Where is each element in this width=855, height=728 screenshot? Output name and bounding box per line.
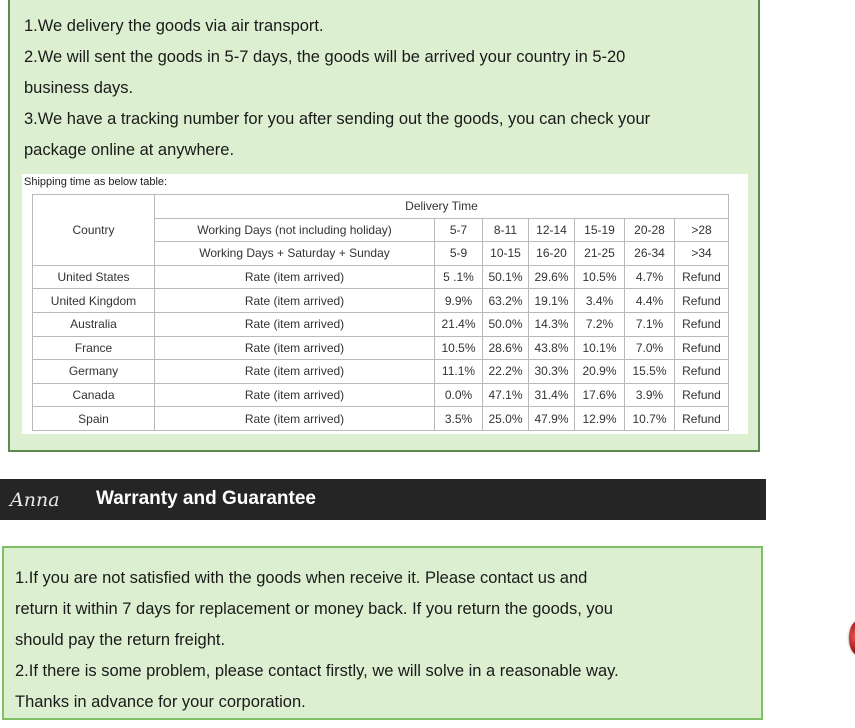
rate-cell: Refund [675, 360, 729, 384]
rate-cell: 50.1% [483, 265, 529, 289]
rate-cell: 3.5% [435, 407, 483, 431]
metric-cell: Rate (item arrived) [155, 407, 435, 431]
rate-cell: 29.6% [529, 265, 575, 289]
metric-cell: Rate (item arrived) [155, 289, 435, 313]
rate-cell: 3.4% [575, 289, 625, 313]
warranty-line: 1.If you are not satisfied with the goods when receive it. Please contact us and [15, 569, 588, 587]
rate-cell: 47.9% [529, 407, 575, 431]
warranty-line: Thanks in advance for your corporation. [15, 693, 306, 711]
country-cell: United Kingdom [33, 289, 155, 313]
warranty-line: should pay the return freight. [15, 631, 226, 649]
rate-cell: 31.4% [529, 383, 575, 407]
warranty-info-text [15, 563, 755, 718]
table-header-row [33, 195, 729, 219]
country-cell: Spain [33, 407, 155, 431]
rate-cell: 7.1% [625, 312, 675, 336]
rate-cell: 30.3% [529, 360, 575, 384]
range-cell: 26-34 [625, 242, 675, 266]
rate-cell: Refund [675, 383, 729, 407]
rate-cell: 10.1% [575, 336, 625, 360]
range-cell: 8-11 [483, 218, 529, 242]
shipping-line: business days. [24, 79, 134, 97]
table-row [33, 407, 729, 431]
banner-title: Warranty and Guarantee [96, 488, 316, 509]
rate-cell: 22.2% [483, 360, 529, 384]
rate-cell: 0.0% [435, 383, 483, 407]
delivery-time-header: Delivery Time [155, 195, 729, 219]
working-days-label: Working Days (not including holiday) [155, 218, 435, 242]
range-cell: 10-15 [483, 242, 529, 266]
rate-cell: 20.9% [575, 360, 625, 384]
rate-cell: 3.9% [625, 383, 675, 407]
rate-cell: 11.1% [435, 360, 483, 384]
weekend-days-label: Working Days + Saturday + Sunday [155, 242, 435, 266]
range-cell: 5-9 [435, 242, 483, 266]
range-cell: 20-28 [625, 218, 675, 242]
rate-cell: Refund [675, 289, 729, 313]
metric-cell: Rate (item arrived) [155, 312, 435, 336]
shipping-table-area [22, 174, 748, 434]
rate-cell: 12.9% [575, 407, 625, 431]
shipping-line: 3.We have a tracking number for you after sending out the goods, you can check your [24, 110, 651, 128]
rate-cell: 9.9% [435, 289, 483, 313]
warranty-banner [0, 479, 766, 520]
table-row [33, 336, 729, 360]
shipping-info-panel [8, 0, 760, 452]
rate-cell: 4.4% [625, 289, 675, 313]
shipping-line: 2.We will sent the goods in 5-7 days, the goods will be arrived your country in 5-20 [24, 48, 626, 66]
rate-cell: 7.2% [575, 312, 625, 336]
rate-cell: 5 .1% [435, 265, 483, 289]
rate-cell: 25.0% [483, 407, 529, 431]
table-row [33, 383, 729, 407]
rate-cell: 7.0% [625, 336, 675, 360]
range-cell: 21-25 [575, 242, 625, 266]
country-cell: Australia [33, 312, 155, 336]
shipping-time-table [32, 194, 729, 431]
shipping-line: 1.We delivery the goods via air transport. [24, 17, 324, 35]
rate-cell: Refund [675, 336, 729, 360]
rate-cell: 10.7% [625, 407, 675, 431]
range-cell: >34 [675, 242, 729, 266]
table-caption: Shipping time as below table: [24, 176, 168, 188]
rate-cell: 28.6% [483, 336, 529, 360]
table-row [33, 265, 729, 289]
metric-cell: Rate (item arrived) [155, 360, 435, 384]
rate-cell: 21.4% [435, 312, 483, 336]
country-cell: France [33, 336, 155, 360]
rate-cell: Refund [675, 407, 729, 431]
rate-cell: Refund [675, 265, 729, 289]
rate-cell: 10.5% [575, 265, 625, 289]
rate-cell: Refund [675, 312, 729, 336]
metric-cell: Rate (item arrived) [155, 265, 435, 289]
rate-cell: 63.2% [483, 289, 529, 313]
rate-cell: 15.5% [625, 360, 675, 384]
rate-cell: 17.6% [575, 383, 625, 407]
warranty-info-panel [2, 546, 763, 720]
rate-cell: 47.1% [483, 383, 529, 407]
shipping-info-text [24, 11, 749, 166]
rate-cell: 14.3% [529, 312, 575, 336]
country-cell: United States [33, 265, 155, 289]
range-cell: 12-14 [529, 218, 575, 242]
table-row [33, 360, 729, 384]
rate-cell: 10.5% [435, 336, 483, 360]
rate-cell: 50.0% [483, 312, 529, 336]
country-cell: Germany [33, 360, 155, 384]
table-row [33, 289, 729, 313]
rate-cell: 4.7% [625, 265, 675, 289]
country-header: Country [33, 195, 155, 266]
brand-logo: Anna [10, 489, 60, 511]
range-cell: 15-19 [575, 218, 625, 242]
warranty-line: return it within 7 days for replacement or money back. If you return the goods, you [15, 600, 613, 618]
side-badge-icon[interactable] [849, 621, 855, 655]
rate-cell: 43.8% [529, 336, 575, 360]
warranty-line: 2.If there is some problem, please contact firstly, we will solve in a reasonable way. [15, 662, 619, 680]
range-cell: >28 [675, 218, 729, 242]
rate-cell: 19.1% [529, 289, 575, 313]
metric-cell: Rate (item arrived) [155, 336, 435, 360]
table-row [33, 312, 729, 336]
country-cell: Canada [33, 383, 155, 407]
range-cell: 5-7 [435, 218, 483, 242]
range-cell: 16-20 [529, 242, 575, 266]
metric-cell: Rate (item arrived) [155, 383, 435, 407]
shipping-line: package online at anywhere. [24, 141, 235, 159]
